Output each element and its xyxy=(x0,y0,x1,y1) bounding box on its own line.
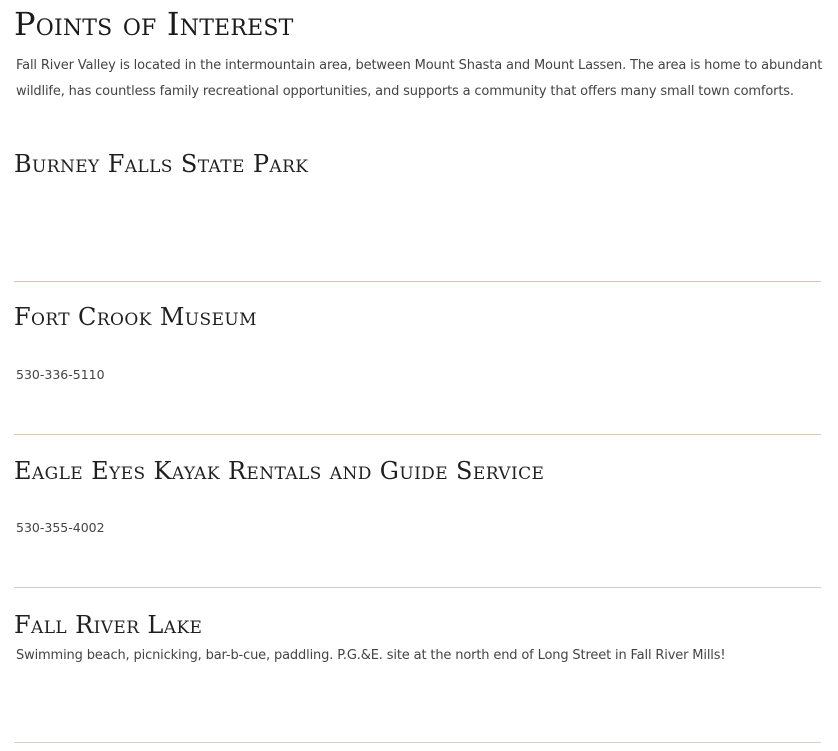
poi-description-fall-river-lake: Swimming beach, picnicking, bar-b-cue, paddling. P.G.&E. site at the north end of Long Street in Fall River Mills! xyxy=(16,648,726,663)
poi-phone-fort-crook-museum: 530-336-5110 xyxy=(16,367,105,382)
poi-title-fall-river-lake: Fall River Lake xyxy=(14,611,203,639)
poi-title-fort-crook-museum: Fort Crook Museum xyxy=(14,303,257,331)
intro-paragraph: Fall River Valley is located in the intermountain area, between Mount Shasta and Mount Lassen. The area is home to abundant wildlife, has countless family recreational opportunities, and supports a community that offers many small town comforts. xyxy=(16,58,823,99)
divider xyxy=(14,281,821,282)
poi-title-burney-falls: Burney Falls State Park xyxy=(14,150,309,178)
divider xyxy=(14,434,821,435)
poi-title-eagle-eyes-kayak: Eagle Eyes Kayak Rentals and Guide Service xyxy=(14,457,545,485)
divider xyxy=(14,587,821,588)
divider xyxy=(14,742,821,743)
poi-phone-eagle-eyes-kayak: 530-355-4002 xyxy=(16,520,105,535)
page-title: Points of Interest xyxy=(14,5,294,43)
